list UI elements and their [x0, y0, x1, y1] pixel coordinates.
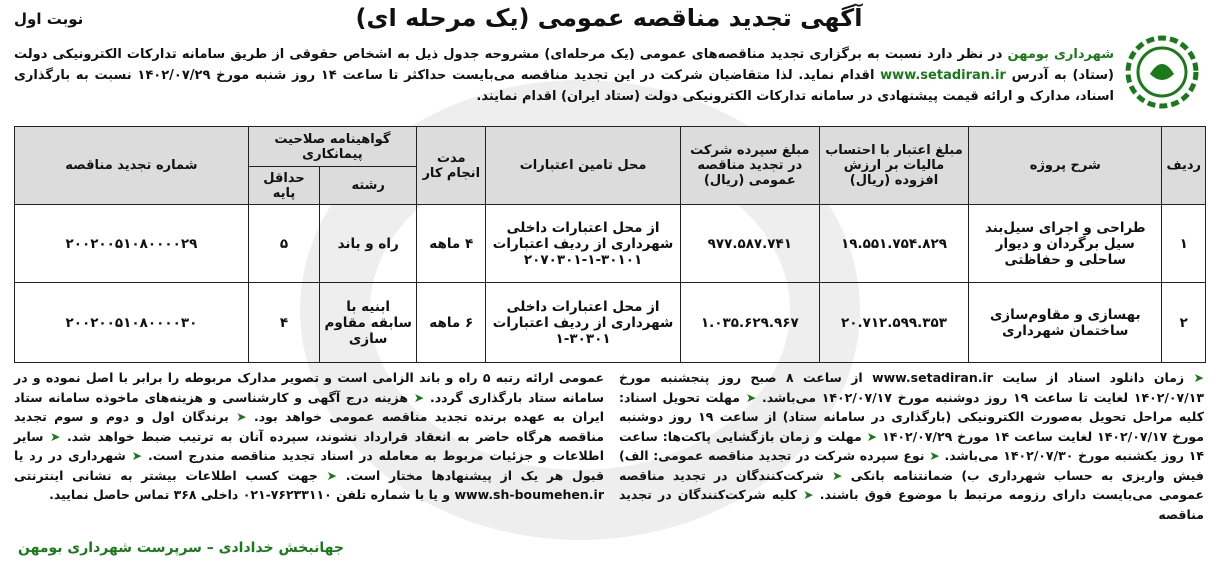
intro-text-2: اقدام نماید. لذا متقاضیان شرکت در این تجدید مناقصه می‌بایست حداکثر تا ساعت ۱۴ روز شنبه مورخ ۱۴۰۲/۰۷/۲۹ نسبت به بارگذاری اسناد، مدارک و ارائه قیمت پیشنهادی در سامانه تدارکات الکترونیکی دولت (ستاد ایران) اقدام نمایند.	[14, 68, 1114, 104]
col-min-grade: حداقل پایه	[248, 167, 319, 205]
cell-row: ۲	[1162, 283, 1206, 363]
municipality-logo-icon	[1124, 34, 1200, 110]
note-text: برندگان اول و دوم و سوم تجدید مناقصه هرگاه حاضر به انعقاد قرارداد نشوند، سپرده آنان به ترتیب ضبط خواهد شد.	[14, 409, 605, 444]
col-row: ردیف	[1162, 127, 1206, 205]
cell-funding: از محل اعتبارات داخلی شهرداری از ردیف اعتبارات ۳۰۳۰۱-۱	[486, 283, 680, 363]
note-text: عمومی ارائه رتبه ۵ راه و باند الزامی است و تصویر مدارک مربوطه را برابر با اصل نموده و در سامانه ستاد بارگذاری گردد.	[14, 370, 604, 405]
bullet-arrow-icon: ➤	[796, 487, 814, 502]
col-desc: شرح پروژه	[969, 127, 1162, 205]
cell-tender-no: ۲۰۰۲۰۰۵۱۰۸۰۰۰۰۲۹	[15, 205, 249, 283]
setadiran-link[interactable]: www.setadiran.ir	[880, 68, 1006, 83]
note-text: هزینه درج آگهی و کارشناسی و هزینه‌های ماخوذه سامانه ستاد ایران به عهده برنده تجدید مناقصه عمومی خواهد بود.	[14, 389, 604, 424]
bullet-arrow-icon: ➤	[924, 448, 940, 463]
note-text: نوع سپرده شرکت در تجدید مناقصه عمومی: الف) فیش واریزی به حساب شهرداری ب) ضمانتنامه بانکی	[619, 448, 1204, 483]
note-text: کلیه شرکت‌کنندگان در تجدید مناقصه	[619, 487, 1204, 522]
notes-right-column	[619, 368, 1204, 524]
org-name: شهرداری بومهن	[1007, 47, 1114, 62]
bullet-arrow-icon: ➤	[823, 467, 843, 483]
signature: جهانبخش خدادادی – سرپرست شهرداری بومهن	[18, 540, 344, 556]
note-text: زمان دانلود اسناد از سایت www.setadiran.ir از ساعت ۸ صبح روز پنجشنبه مورخ ۱۴۰۲/۰۷/۱۳ لغایت تا ساعت ۱۹ روز دوشنبه مورخ ۱۴۰۲/۰۷/۱۷ می‌باشد.	[619, 370, 1204, 405]
note-text: جهت کسب اطلاعات بیشتر به نشانی اینترنتی www.sh-boumehen.ir و یا با شماره تلفن ۷۶۲۳۳۱۱۰-۰۲۱ داخلی ۳۶۸ تماس حاصل نمایید.	[14, 467, 604, 502]
note-text: سایر اطلاعات و جزئیات مربوط به معامله در اسناد تجدید مناقصه مندرج است.	[14, 428, 604, 463]
cell-desc: طراحی و اجرای سیل‌بند سیل برگردان و دیوار ساحلی و حفاظتی	[969, 205, 1162, 283]
bullet-arrow-icon: ➤	[317, 467, 338, 483]
notice-title: آگهی تجدید مناقصه عمومی (یک مرحله ای)	[355, 4, 863, 32]
cell-duration: ۴ ماهه	[417, 205, 486, 283]
cell-budget: ۱۹.۵۵۱.۷۵۴.۸۲۹	[819, 205, 968, 283]
table-row	[15, 205, 1206, 283]
cell-funding: از محل اعتبارات داخلی شهرداری از ردیف اعتبارات ۳۰۱۰۱-۱-۲۰۷۰۳۰۱	[486, 205, 680, 283]
cell-budget: ۲۰.۷۱۲.۵۹۹.۳۵۳	[819, 283, 968, 363]
cell-min-grade: ۴	[248, 283, 319, 363]
cell-deposit: ۱.۰۳۵.۶۲۹.۹۶۷	[680, 283, 819, 363]
table-row	[15, 283, 1206, 363]
col-funding: محل تامین اعتبارات	[486, 127, 680, 205]
note-text: مهلت و زمان بازگشایی پاکت‌ها: ساعت ۱۴ روز یکشنبه مورخ ۱۴۰۲/۰۷/۳۰ می‌باشد.	[619, 428, 1204, 463]
cell-field: ابنیه با سابقه مقاوم سازی	[320, 283, 417, 363]
col-cert: گواهینامه صلاحیت پیمانکاری	[248, 127, 416, 167]
cell-deposit: ۹۷۷.۵۸۷.۷۴۱	[680, 205, 819, 283]
bullet-arrow-icon: ➤	[228, 409, 247, 424]
cell-duration: ۶ ماهه	[417, 283, 486, 363]
cell-tender-no: ۲۰۰۲۰۰۵۱۰۸۰۰۰۰۳۰	[15, 283, 249, 363]
note-text: شرکت‌کنندگان در تجدید مناقصه عمومی می‌بایست دارای رزومه مرتبط با موضوع فوق باشند.	[619, 467, 1204, 502]
bullet-arrow-icon: ➤	[408, 389, 425, 405]
intro-paragraph	[14, 44, 1114, 107]
col-field: رشته	[320, 167, 417, 205]
bullet-arrow-icon: ➤	[125, 448, 143, 463]
bullet-arrow-icon: ➤	[739, 389, 757, 405]
bullet-arrow-icon: ➤	[861, 428, 878, 444]
note-text: شهرداری در رد یا قبول هر یک از پیشنهادها مختار است.	[14, 448, 605, 483]
notes-left-column	[14, 368, 604, 505]
note-text: مهلت تحویل اسناد: کلیه مراحل تحویل به‌صورت الکترونیکی (بارگذاری در سامانه ستاد) از ساعت ۱۹ روز دوشنبه مورخ ۱۴۰۲/۰۷/۱۷ لغایت ساعت ۱۴ مورخ ۱۴۰۲/۰۷/۲۹	[619, 389, 1204, 444]
cell-desc: بهسازی و مقاوم‌سازی ساختمان شهرداری	[969, 283, 1162, 363]
col-tender-no: شماره تجدید مناقصه	[15, 127, 249, 205]
cell-row: ۱	[1162, 205, 1206, 283]
cell-field: راه و باند	[320, 205, 417, 283]
cell-min-grade: ۵	[248, 205, 319, 283]
round-label: نوبت اول	[14, 10, 84, 28]
tender-table	[14, 126, 1206, 363]
intro-text-1: در نظر دارد نسبت به برگزاری تجدید مناقصه‌های عمومی (یک مرحله‌ای) مشروحه جدول ذیل به اشخاص حقوقی از طریق سامانه تدارکات الکترونیکی دولت (ستاد) به آدرس	[14, 47, 1114, 83]
bullet-arrow-icon: ➤	[1184, 370, 1204, 385]
col-budget: مبلغ اعتبار با احتساب مالیات بر ارزش افزوده (ریال)	[819, 127, 968, 205]
col-deposit: مبلغ سپرده شرکت در تجدید مناقصه عمومی (ریال)	[680, 127, 819, 205]
col-duration: مدت انجام کار	[417, 127, 486, 205]
bullet-arrow-icon: ➤	[43, 428, 61, 444]
